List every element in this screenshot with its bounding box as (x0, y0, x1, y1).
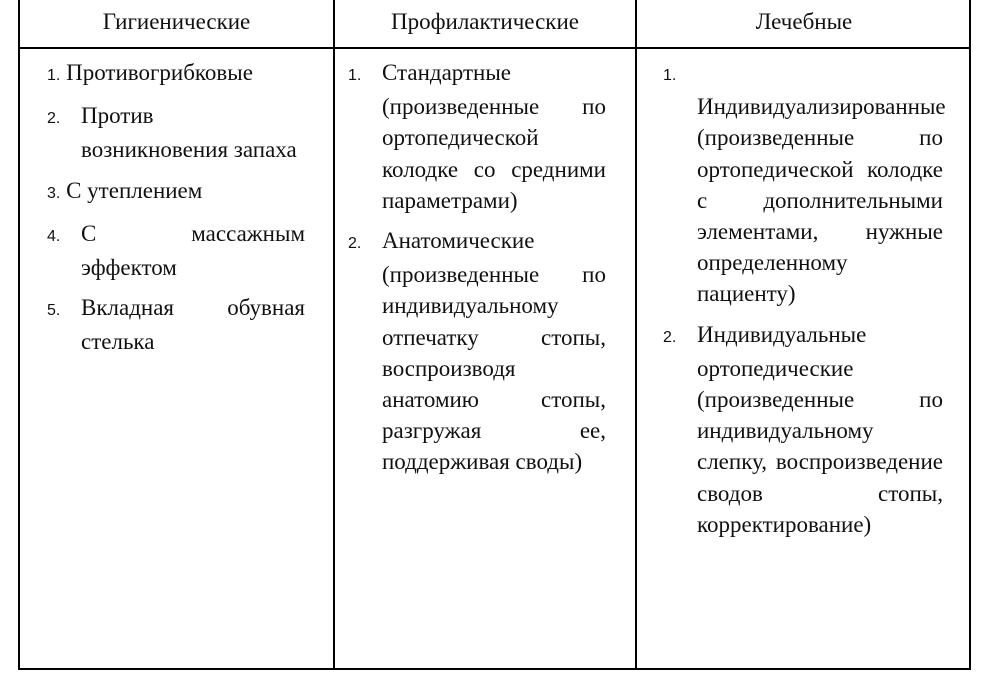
list-item (47, 57, 305, 91)
list-item (663, 319, 943, 540)
list-item (47, 175, 305, 209)
item-number: 5. (47, 302, 61, 320)
item-text: Против возникновения запаха (81, 103, 297, 163)
column-divider (333, 0, 335, 668)
header-divider (20, 47, 969, 49)
column-divider (635, 0, 637, 668)
header-therapeutic: Лечебные (755, 9, 853, 34)
item-text: Противогрибковые (66, 60, 253, 85)
item-number: 2. (47, 110, 61, 128)
list-item (47, 292, 305, 357)
list-item (47, 100, 305, 165)
list-item (47, 218, 305, 283)
item-number: 1. (663, 67, 677, 84)
item-number: 2. (663, 328, 677, 346)
list-item (348, 57, 606, 216)
header-hygienic: Гигиенические (102, 9, 251, 34)
list-item (663, 57, 946, 310)
item-text: Вкладная обувная стелька (81, 295, 305, 355)
item-text: Индивидуальные ортопедические (произведенные по индивидуальному слепку, воспроизведение сводов стопы, корректирование) (697, 321, 943, 537)
item-text: Индивидуализированные (произведенные по ортопедической колодке с дополнительными элементами, нужные определенному пациенту) (697, 94, 946, 307)
list-item (348, 225, 606, 478)
item-text: С массажным эффектом (81, 220, 305, 281)
item-text: С утеплением (66, 177, 203, 203)
item-number: 1. (348, 67, 362, 84)
item-number: 2. (348, 235, 362, 253)
item-number: 1. (47, 67, 61, 84)
item-text: Стандартные (произведенные по ортопедической колодке со средними параметрами) (382, 60, 606, 213)
item-number: 3. (47, 184, 61, 202)
hygienic-list (47, 57, 305, 367)
therapeutic-list (663, 57, 946, 549)
preventive-list (348, 57, 606, 487)
header-preventive: Профилактические (391, 9, 579, 34)
item-text: Анатомические (произведенные по индивидуальному отпечатку стопы, воспроизводя анатомию стопы, разгружая ее, поддерживая своды) (382, 228, 606, 475)
item-number: 4. (47, 227, 61, 245)
